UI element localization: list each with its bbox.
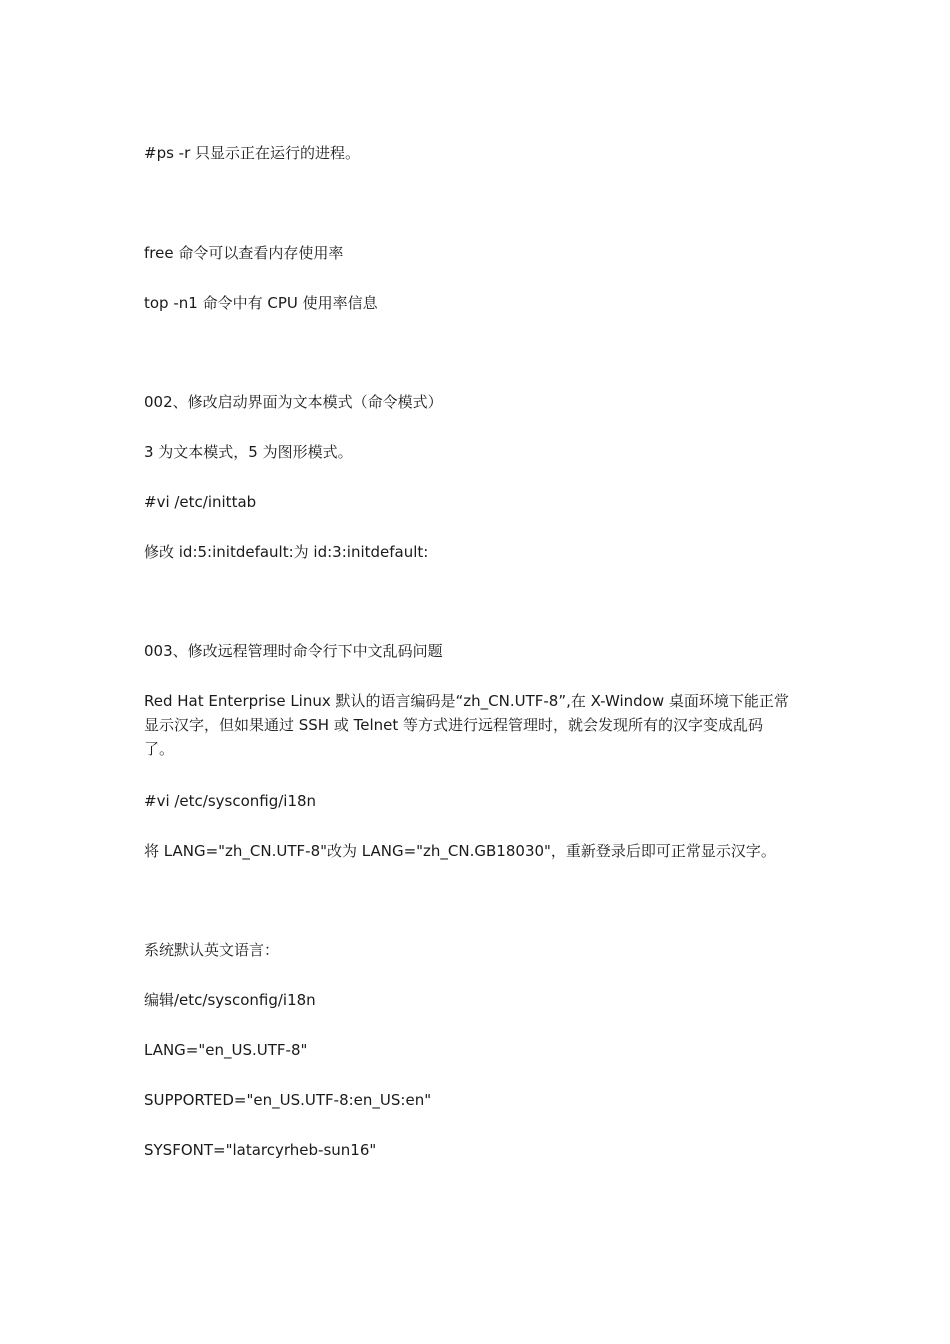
vi-inittab-line: #vi /etc/inittab	[144, 493, 257, 511]
top-command-line: top -n1 命令中有 CPU 使用率信息	[144, 294, 378, 312]
section-heading-002: 002、修改启动界面为文本模式（命令模式）	[144, 393, 443, 411]
lang-en-line: LANG="en_US.UTF-8"	[144, 1041, 308, 1059]
rhel-encoding-paragraph	[144, 689, 814, 761]
ps-r-line: #ps -r 只显示正在运行的进程。	[144, 144, 361, 162]
rhel-paragraph-line-3: 了。	[144, 740, 175, 758]
edit-id-line: 修改 id:5:initdefault:为 id:3:initdefault:	[144, 543, 429, 561]
vi-i18n-line: #vi /etc/sysconfig/i18n	[144, 792, 317, 810]
modes-line: 3 为文本模式，5 为图形模式。	[144, 443, 353, 461]
lang-change-line: 将 LANG="zh_CN.UTF-8"改为 LANG="zh_CN.GB18030"，重新登录后即可正常显示汉字。	[144, 842, 776, 860]
section-heading-003: 003、修改远程管理时命令行下中文乱码问题	[144, 642, 443, 660]
rhel-paragraph-line-1: Red Hat Enterprise Linux 默认的语言编码是“zh_CN.UTF-8”,在 X-Window 桌面环境下能正常	[144, 692, 789, 710]
sysfont-line: SYSFONT="latarcyrheb-sun16"	[144, 1141, 377, 1159]
edit-i18n-line: 编辑/etc/sysconfig/i18n	[144, 991, 316, 1009]
free-command-line: free 命令可以查看内存使用率	[144, 244, 344, 262]
rhel-paragraph-line-2: 显示汉字，但如果通过 SSH 或 Telnet 等方式进行远程管理时，就会发现所有的汉字变成乱码	[144, 716, 764, 734]
supported-line: SUPPORTED="en_US.UTF-8:en_US:en"	[144, 1091, 432, 1109]
default-english-heading: 系统默认英文语言：	[144, 941, 280, 959]
